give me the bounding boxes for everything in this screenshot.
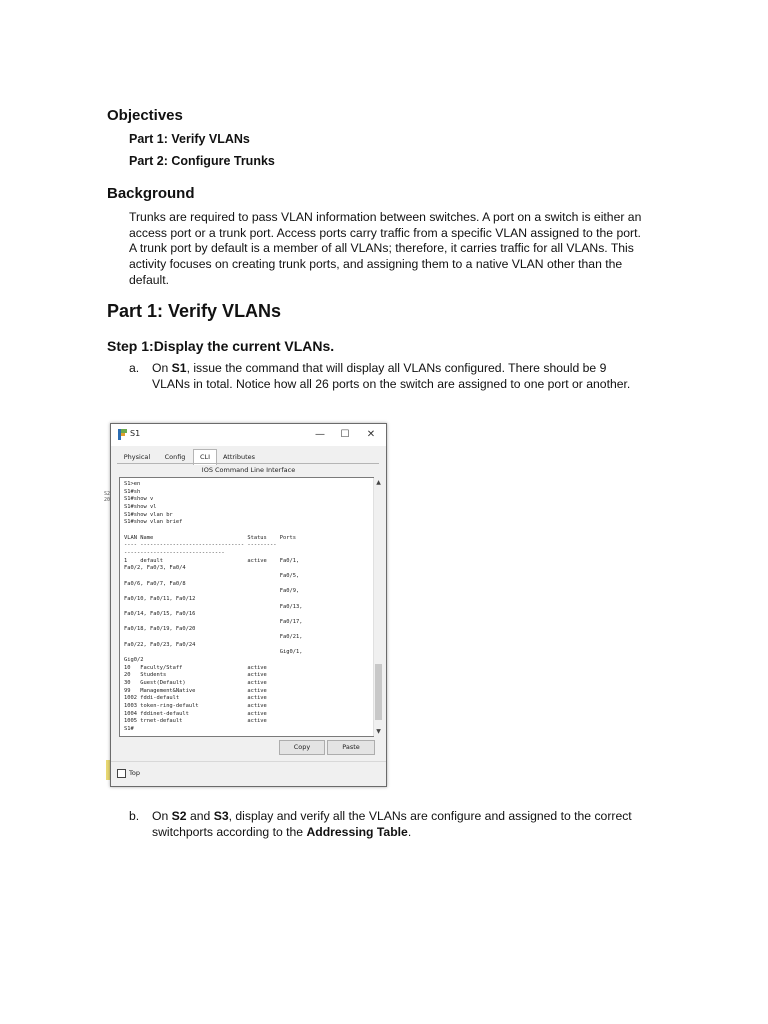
- tab-config[interactable]: Config: [164, 453, 186, 461]
- cli-title: IOS Command Line Interface: [201, 466, 296, 474]
- step-item-a: [129, 361, 689, 393]
- objective-part-1: Part 1: Verify VLANs: [129, 132, 250, 146]
- item-a-device: S1: [171, 361, 187, 375]
- maximize-icon[interactable]: ☐: [340, 429, 350, 440]
- background-paragraph: [129, 210, 669, 289]
- item-b-prefix: On: [152, 809, 172, 823]
- background-heading: Background: [107, 185, 195, 202]
- item-b-line2-prefix: switchports according to the: [152, 824, 307, 839]
- background-line-2: access port or a trunk port. Access ports carry traffic from a specific VLAN assigned to the port.: [129, 225, 641, 240]
- item-b-mid: and: [186, 809, 214, 823]
- tab-attributes[interactable]: Attributes: [222, 453, 256, 461]
- background-line-3: A trunk port by default is a member of all VLANs; therefore, it carries traffic for all VLANs. This: [129, 241, 634, 256]
- step1-title: Display the current VLANs.: [153, 338, 335, 354]
- background-line-4: activity focuses on creating trunk ports, and assigning them to a native VLAN other than the: [129, 257, 623, 272]
- item-a-text: [152, 361, 682, 392]
- minimize-icon[interactable]: —: [315, 429, 325, 440]
- terminal-scrollbar[interactable]: [373, 478, 383, 736]
- close-icon[interactable]: ✕: [366, 429, 376, 440]
- s1-device-window: [110, 423, 387, 787]
- window-titlebar[interactable]: [111, 424, 386, 446]
- step1-heading: [107, 338, 334, 354]
- item-a-line1: , issue the command that will display all VLANs configured. There should be 9: [186, 361, 607, 375]
- item-b-line2-suffix: .: [407, 824, 412, 839]
- step1-label: Step 1:: [107, 338, 154, 354]
- item-a-line2: VLANs in total. Notice how all 26 ports on the switch are assigned to one port or another.: [152, 376, 631, 391]
- item-b-device-s2: S2: [171, 809, 187, 823]
- side-glyphs: S2 20: [104, 491, 111, 503]
- objectives-heading: Objectives: [107, 107, 183, 124]
- top-checkbox-label: Top: [129, 769, 140, 777]
- scroll-thumb[interactable]: [375, 664, 382, 720]
- addressing-table-ref: Addressing Table: [306, 824, 408, 839]
- item-a-letter: a.: [129, 361, 140, 375]
- item-b-device-s3: S3: [213, 809, 229, 823]
- cli-terminal[interactable]: [119, 477, 381, 737]
- item-b-letter: b.: [129, 809, 140, 823]
- item-b-line1: , display and verify all the VLANs are configure and assigned to the correct: [228, 809, 632, 823]
- background-line-1: Trunks are required to pass VLAN information between switches. A port on a switch is either an: [129, 210, 642, 224]
- paste-button[interactable]: Paste: [327, 740, 375, 755]
- item-a-prefix: On: [152, 361, 172, 375]
- tab-physical[interactable]: Physical: [123, 453, 151, 461]
- tab-divider: [117, 463, 379, 464]
- window-title: S1: [130, 429, 141, 438]
- top-checkbox[interactable]: [117, 769, 126, 778]
- background-line-5: default.: [129, 272, 169, 287]
- scroll-up-icon[interactable]: ▲: [376, 479, 381, 486]
- step-item-b: [129, 809, 689, 841]
- objective-part-2: Part 2: Configure Trunks: [129, 154, 275, 168]
- item-b-text: [152, 809, 682, 840]
- scroll-down-icon[interactable]: ▼: [376, 728, 381, 735]
- terminal-output: S1>en S1#sh S1#show v S1#show vl S1#show vlan br S1#show vlan brief VLAN Name Status Ports ---- -------------------------------- --------- ------------------------------- 1 default active Fa0/1, Fa0/2, Fa0/3, Fa0/4 Fa0/5, Fa0/6, Fa0/7, Fa0/8 Fa0/9, Fa0/10, Fa0/11, Fa0/12 Fa0/13, Fa0/14, Fa0/15, Fa0/16 Fa0/17, Fa0/18, Fa0/19, Fa0/20 Fa0/21, Fa0/22, Fa0/23, Fa0/24 Gig0/1, Gig0/2 10 Faculty/Staff active 20 Students active 30 Guest(Default) active 99 Management&Native active 1002 fddi-default active 1003 token-ring-default active 1004 fddinet-default active 1005 trnet-default active S1#: [124, 481, 303, 732]
- copy-button[interactable]: Copy: [279, 740, 325, 755]
- window-footer-divider: [111, 761, 386, 762]
- packet-tracer-icon: [118, 429, 127, 440]
- tab-cli[interactable]: CLI: [193, 449, 217, 465]
- part1-heading: Part 1: Verify VLANs: [107, 301, 282, 321]
